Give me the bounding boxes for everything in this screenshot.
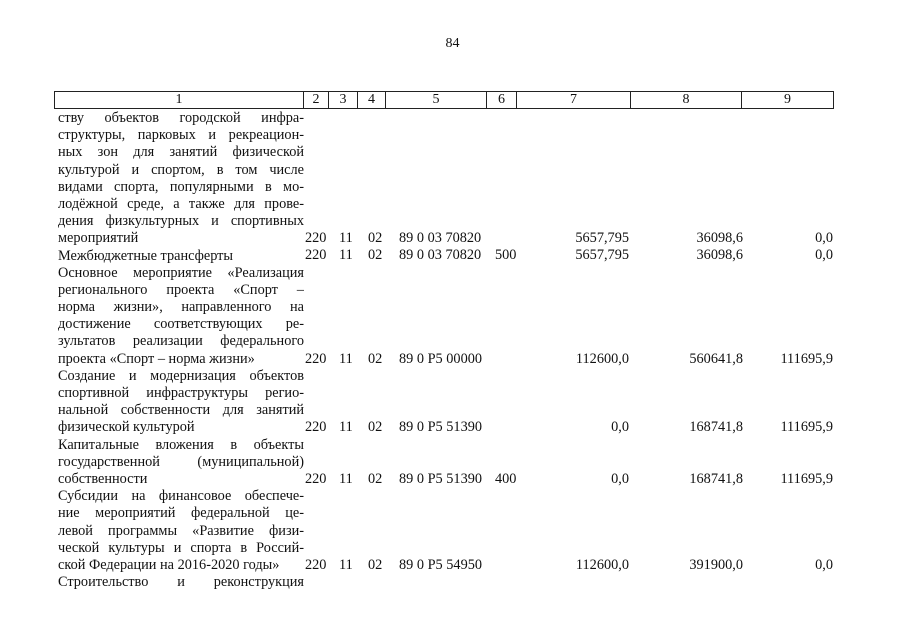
- table-row: [0, 265, 905, 368]
- description-line: государственной (муниципальной): [58, 453, 304, 470]
- amount-col-7: 112600,0: [575, 350, 629, 367]
- row-description: [58, 574, 304, 591]
- subsection-code: 02: [368, 419, 383, 436]
- description-line: Основное мероприятие «Реализация: [58, 264, 304, 281]
- description-line: культурой и спортом, в том числе: [58, 161, 304, 178]
- column-header-table: [54, 91, 834, 109]
- column-header-cell: 1: [55, 92, 304, 109]
- description-line: Межбюджетные трансферты: [58, 247, 234, 264]
- expense-type-code: 500: [495, 247, 517, 264]
- description-line: левой программы «Развитие физи-: [58, 522, 304, 539]
- description-line: Создание и модернизация объектов: [58, 367, 304, 384]
- description-line: Капитальные вложения в объекты: [58, 436, 304, 453]
- amount-col-9: 0,0: [815, 556, 833, 573]
- section-code: 11: [339, 350, 353, 367]
- page-number: 84: [445, 36, 460, 51]
- column-header-cell: 4: [358, 92, 386, 109]
- amount-col-8: 560641,8: [689, 350, 743, 367]
- description-line: ческой культуры и спорта в Россий-: [58, 539, 304, 556]
- amount-col-9: 111695,9: [780, 470, 833, 487]
- expense-type-code: 400: [495, 470, 517, 487]
- amount-col-8: 36098,6: [696, 247, 743, 264]
- table-row: [0, 488, 905, 574]
- amount-col-7: 0,0: [611, 470, 629, 487]
- description-line: ской Федерации на 2016-2020 годы»: [58, 556, 280, 573]
- ministry-code: 220: [305, 247, 327, 264]
- description-line: мероприятий: [58, 230, 139, 247]
- description-line: норма жизни», направленного на: [58, 299, 304, 316]
- description-line: видами спорта, популярными в мо-: [58, 178, 304, 195]
- subsection-code: 02: [368, 556, 383, 573]
- subsection-code: 02: [368, 350, 383, 367]
- table-body: [0, 110, 905, 591]
- row-description: [58, 110, 304, 248]
- description-line: спортивной инфраструктуры регио-: [58, 385, 304, 401]
- amount-col-7: 5657,795: [575, 230, 629, 247]
- ministry-code: 220: [305, 419, 327, 436]
- description-line: достижение соответствующих ре-: [58, 316, 304, 333]
- section-code: 11: [339, 556, 353, 573]
- target-article-code: 89 0 P5 51390: [399, 470, 483, 487]
- section-code: 11: [339, 419, 353, 436]
- description-line: зультатов реализации федерального: [58, 333, 304, 350]
- description-line: регионального проекта «Спорт –: [58, 281, 304, 298]
- column-header-cell: 7: [517, 92, 631, 109]
- description-line: ных зон для занятий физической: [58, 144, 304, 161]
- row-description: [58, 437, 304, 489]
- table-row: [0, 437, 905, 489]
- amount-col-7: 0,0: [611, 419, 629, 436]
- row-description: [58, 488, 304, 574]
- description-line: дения физкультурных и спортивных: [58, 213, 304, 230]
- target-article-code: 89 0 03 70820: [399, 230, 482, 247]
- amount-col-9: 111695,9: [780, 350, 833, 367]
- ministry-code: 220: [305, 350, 327, 367]
- amount-col-8: 391900,0: [689, 556, 743, 573]
- column-header-cell: 8: [631, 92, 742, 109]
- row-description: [58, 368, 304, 437]
- ministry-code: 220: [305, 230, 327, 247]
- description-line: физической культурой: [58, 419, 195, 436]
- table-row: [0, 248, 905, 265]
- row-description: [58, 248, 304, 265]
- amount-col-9: 0,0: [815, 230, 833, 247]
- subsection-code: 02: [368, 230, 383, 247]
- amount-col-8: 36098,6: [696, 230, 743, 247]
- section-code: 11: [339, 230, 353, 247]
- subsection-code: 02: [368, 247, 383, 264]
- description-line: структуры, парковых и рекреацион-: [58, 127, 304, 144]
- column-header-cell: 5: [386, 92, 487, 109]
- description-line: Субсидии на финансовое обеспече-: [58, 488, 304, 505]
- table-row: [0, 110, 905, 248]
- ministry-code: 220: [305, 556, 327, 573]
- column-header-row: [55, 92, 834, 109]
- amount-col-7: 112600,0: [575, 556, 629, 573]
- column-header-cell: 3: [329, 92, 358, 109]
- description-line: Строительство и реконструкция: [58, 574, 304, 591]
- target-article-code: 89 0 P5 00000: [399, 350, 483, 367]
- column-header-cell: 9: [742, 92, 834, 109]
- amount-col-9: 0,0: [815, 247, 833, 264]
- section-code: 11: [339, 247, 353, 264]
- target-article-code: 89 0 03 70820: [399, 247, 482, 264]
- description-line: ству объектов городской инфра-: [58, 110, 304, 126]
- subsection-code: 02: [368, 470, 383, 487]
- column-header-cell: 6: [487, 92, 517, 109]
- section-code: 11: [339, 470, 353, 487]
- column-header-cell: 2: [304, 92, 329, 109]
- amount-col-9: 111695,9: [780, 419, 833, 436]
- description-line: проекта «Спорт – норма жизни»: [58, 350, 255, 367]
- target-article-code: 89 0 P5 51390: [399, 419, 483, 436]
- description-line: собственности: [58, 470, 148, 487]
- target-article-code: 89 0 P5 54950: [399, 556, 483, 573]
- description-line: лодёжной среде, а также для прове-: [58, 195, 304, 212]
- table-row: [0, 368, 905, 437]
- amount-col-7: 5657,795: [575, 247, 629, 264]
- ministry-code: 220: [305, 470, 327, 487]
- table-row: [0, 574, 905, 591]
- description-line: ние мероприятий федеральной це-: [58, 505, 304, 522]
- amount-col-8: 168741,8: [689, 419, 743, 436]
- description-line: нальной собственности для занятий: [58, 402, 304, 419]
- row-description: [58, 265, 304, 368]
- amount-col-8: 168741,8: [689, 470, 743, 487]
